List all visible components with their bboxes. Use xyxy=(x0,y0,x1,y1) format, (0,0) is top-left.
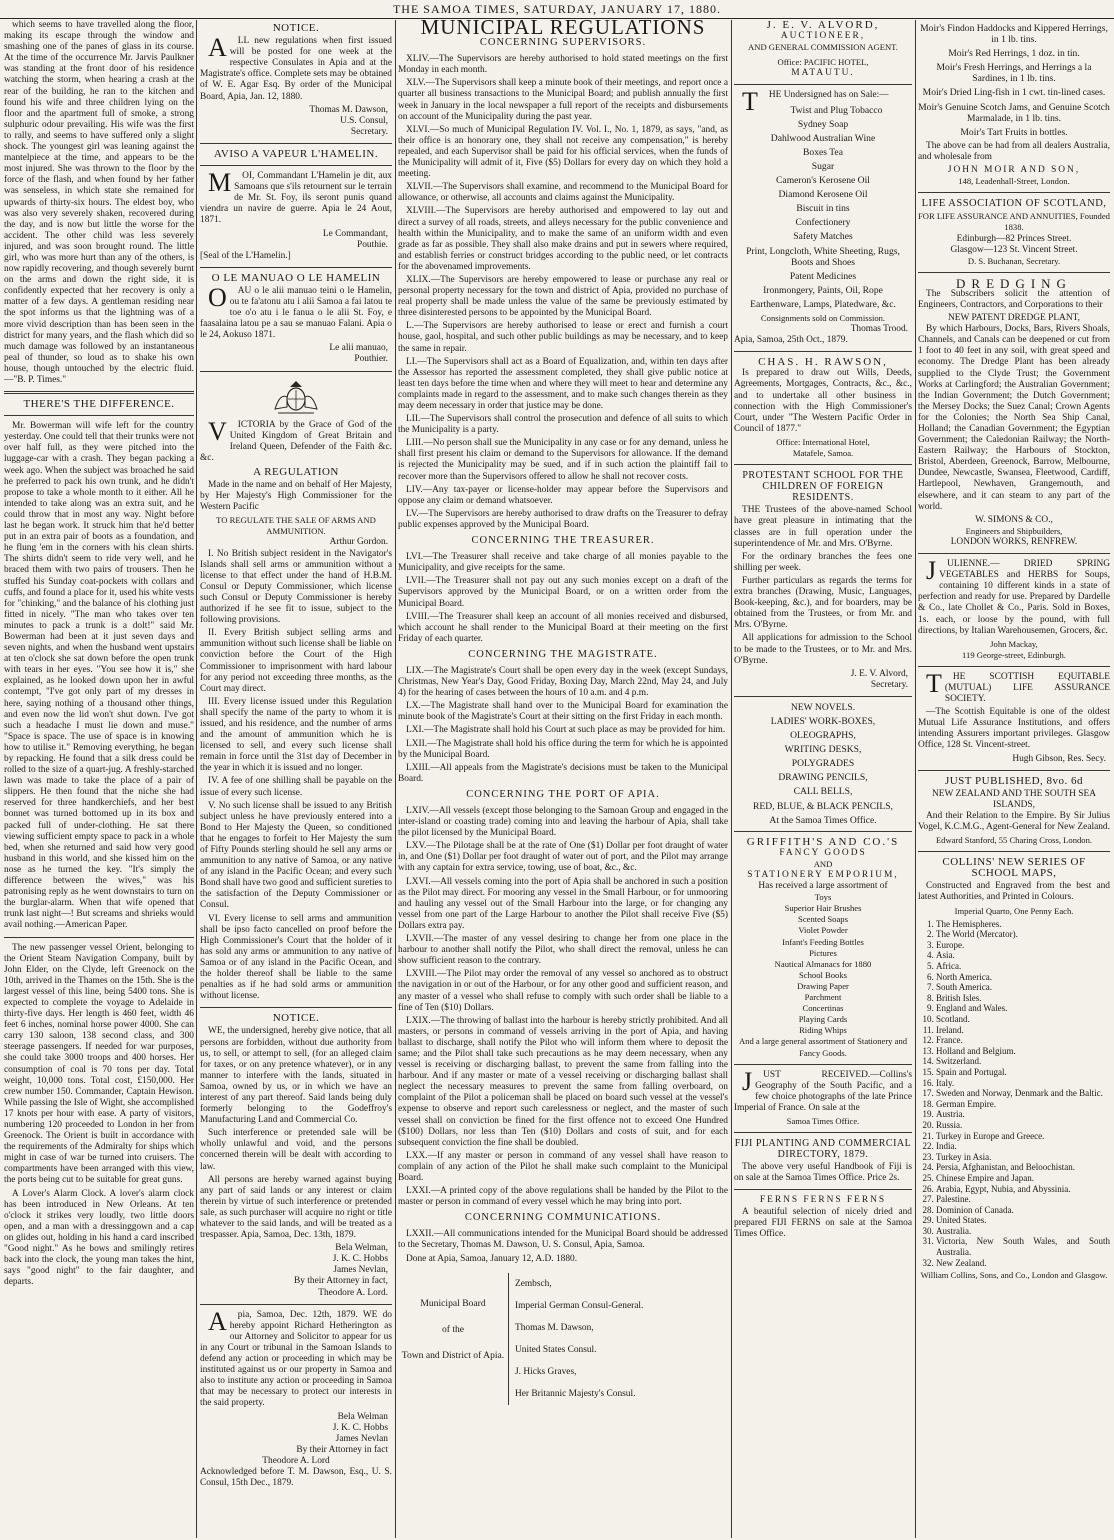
signature-line: J. K. C. Hobbs xyxy=(332,1422,388,1433)
signer-line: J. Hicks Graves, xyxy=(515,1366,577,1377)
divider xyxy=(200,267,392,268)
map-item: 31. Victoria, New South Wales, and South Australia. xyxy=(936,1236,1110,1257)
griffith-list xyxy=(734,892,912,1036)
manuao-title: O LE MANUAO O LE HAMELIN xyxy=(211,271,381,284)
alvord-name: J. E. V. ALVORD, xyxy=(766,20,880,31)
attorney-signatures xyxy=(200,1412,392,1456)
divider xyxy=(918,553,1110,554)
regulation-clause: XLIX.—The Supervisors are hereby empowered to lease or purchase any real or personal property necessary for the town and district of Apia, provided no purchase of real property shall be made unless the value of the same be previously estimated by three disinterested persons to be appointed by the Municipal Board. xyxy=(398,274,728,319)
notice-lands xyxy=(200,1026,392,1241)
signer-line: Thomas M. Dawson, xyxy=(515,1322,594,1333)
regulation-subtitle: TO REGULATE THE SALE OF ARMS AND AMMUNITION. xyxy=(216,515,376,537)
divider xyxy=(918,851,1110,852)
griffith-item: Pictures xyxy=(809,947,837,958)
column-rule xyxy=(395,20,396,1538)
dredging-title: DREDGING xyxy=(956,275,1072,291)
divider xyxy=(734,84,912,85)
section-title: CONCERNING COMMUNICATIONS. xyxy=(464,1212,662,1224)
column-1 xyxy=(4,20,194,1538)
life-title: LIFE ASSOCIATION OF SCOTLAND, xyxy=(921,198,1107,210)
alvord-role-2: AND GENERAL COMMISSION AGENT. xyxy=(748,42,898,53)
divider xyxy=(734,464,912,465)
regulation-clause: LV.—The Supervisors are hereby authorised to draw drafts on the Treasurer to defray public expenses approved by the Municipal Board. xyxy=(398,508,728,530)
map-item: 17. Sweden and Norway, Denmark and the Baltic. xyxy=(936,1088,1110,1099)
moir-item: Moir's Fresh Herrings, and Herrings a la Sardines, in 1 lb. tins. xyxy=(936,62,1092,85)
divider xyxy=(918,192,1110,193)
griffith-item: Superior Hair Brushes xyxy=(784,903,862,914)
moir-list xyxy=(918,23,1110,138)
divider xyxy=(734,1064,912,1065)
life-address: Edinburgh—82 Princes Street. xyxy=(956,233,1072,244)
supervisors-section xyxy=(398,54,728,531)
novels-item: At the Samoa Times Office. xyxy=(769,814,877,826)
section-title: CONCERNING THE MAGISTRATE. xyxy=(468,648,658,660)
lightning-story xyxy=(4,20,194,386)
griffith-subtitle: FANCY GOODS xyxy=(779,847,867,858)
sale-date: Apia, Samoa, 25th Oct., 1879. xyxy=(734,335,848,346)
equitable-title: THE SCOTTISH EQUITABLE (MUTUAL) LIFE ASSURANCE SOCIETY. xyxy=(926,668,1110,705)
signer-line: United States Consul. xyxy=(515,1344,597,1355)
collins-title: COLLINS' NEW SERIES OF SCHOOL MAPS, xyxy=(942,856,1086,880)
regulation-clause: LXV.—The Pilotage shall be at the rate of One ($1) Dollar per foot draught of water in, and One ($1) Dollar per foot draught of water out of port, and the Pilot may arrange with any captain for extra service, towing, use of boat, &c., &c. xyxy=(398,841,728,874)
avis-signature: Pouthie. xyxy=(357,239,388,250)
moir-item: Moir's Tart Fruits in bottles. xyxy=(960,126,1068,138)
sale-item: Safety Matches xyxy=(793,231,853,243)
griffith-item: Drawing Paper xyxy=(797,980,849,991)
divider xyxy=(734,696,912,697)
moir-dealers: The above can be had from all dealers Australia, and wholesale from xyxy=(918,140,1110,162)
paragraph: The new passenger vessel Orient, belonging to the Orient Steam Navigation Company, built by John Elder, on the Clyde, left Greenock on the 10th, arrived in the Thames on the 15th. She is the largest vessel of this line, being 5400 tons. She is expected to complete the voyage to Adelaide in thirty-five days. Her length is 460 feet, width 46 feet 6 inches, nominal horse power 4000. She can carry 130 saloon, 138 second class, and 300 steerage passengers. If needed for war purposes, she could take 3000 troops and 400 horses. Her consumption of coal is 70 tons per day. Total weight, 10,000 tons. Total cost, £150,000. Her crew number 150. Commander, Captain Hewison. While passing the Isle of Wight, she accomplished 17 knots per hour with ease. A party of visitors, numbering 120 proceeded to London in her from Greenock. The Orient is built in accordance with the requirements of the Admiralty for ships which might in case of war be turned into cruisers. The compartments have been arranged with this view, the ports being cut to be suitable for great guns. xyxy=(4,942,194,1186)
divider xyxy=(4,937,194,938)
rawson-town: Matafele, Samoa. xyxy=(792,448,854,458)
rawson-text: Is prepared to draw out Wills, Deeds, Agreements, Mortgages, Contracts, &c., &c., and to undertake all other business in connection with the High Commissioner's Court, under "The Western Pacific Order in Council of 1877." xyxy=(734,368,912,434)
sale-list xyxy=(734,105,912,310)
regulation-title: A REGULATION xyxy=(253,465,339,478)
notice-title: NOTICE. xyxy=(272,22,320,34)
regulation-clause: LI.—The Supervisors shall act as a Board of Equalization, and, within ten days after the Assessor has reported the assessment completed, they shall give public notice at least ten days before the time when and where they will meet to hear and determine any complaints made in regard to the assessment, and to make such changes therein as they may deem necessary in order that justice may be done. xyxy=(398,356,728,411)
collins-publisher: William Collins, Sons, and Co., London and Glasgow. xyxy=(920,1270,1108,1281)
novels-item: LADIES' WORK-BOXES, xyxy=(770,715,876,727)
ferns-text: A beautiful selection of nicely dried and prepared FIJI FERNS on sale at the Samoa Times Office. xyxy=(734,1206,912,1239)
map-item: 9. England and Wales. xyxy=(936,1003,1110,1014)
dredging-role: Engineers and Shipbuilders, xyxy=(965,525,1063,536)
moir-address: 148, Leadenhall-Street, London. xyxy=(958,176,1070,187)
page-title: MUNICIPAL REGULATIONS xyxy=(420,20,706,39)
regulation-signature: Arthur Gordon. xyxy=(329,537,388,548)
section-title: CONCERNING THE TREASURER. xyxy=(471,535,655,547)
novels-item: WRITING DESKS, xyxy=(784,744,862,756)
school-signature: Secretary. xyxy=(870,679,908,690)
novels-item: OLEOGRAPHS, xyxy=(790,730,856,742)
regulation-clause: XLVI.—So much of Municipal Regulation IV. Vol. I., No. 1, 1879, as says, "and, as their office is an honorary one, they shall not receive any compensation," is hereby repealed, and each Supervisor shall be paid for his official services, when the funds of the Municipality will admit of it, Five ($5) Dollars for every day on which they hold a meeting. xyxy=(398,124,728,180)
divider xyxy=(918,666,1110,667)
signer-line: Imperial German Consul-General. xyxy=(515,1300,644,1311)
treasurer-section xyxy=(398,552,728,645)
sale-item: Twist and Plug Tobacco xyxy=(790,104,883,116)
map-item: 28. Dominion of Canada. xyxy=(936,1205,1110,1216)
sale-item: Print, Longcloth, White Sheeting, Rugs, Boots and Shoes xyxy=(746,245,900,268)
map-item: 5. Africa. xyxy=(936,961,1110,972)
novels-list xyxy=(734,702,912,826)
notice-signature: U.S. Consul, xyxy=(340,115,388,126)
signature-line: J. K. C. Hobbs xyxy=(332,1254,388,1265)
map-item: 14. Switzerland. xyxy=(936,1056,1110,1067)
equitable-text: —The Scottish Equitable is one of the oldest Mutual Life Assurance Institutions, and offers intending Assurers important privileges. Glasgow Office, 128 St. Vincent-street. xyxy=(918,707,1110,751)
map-item: 4. Asia. xyxy=(936,950,1110,961)
griffith-item: Violet Powder xyxy=(798,925,848,936)
magistrate-section xyxy=(398,666,728,785)
map-item: 12. France. xyxy=(936,1035,1110,1046)
signers xyxy=(508,1273,643,1405)
sale-item: Biscuit in tins xyxy=(796,203,850,215)
signature-line: By their Attorney in fact xyxy=(296,1444,388,1455)
signer-line: Zembsch, xyxy=(515,1278,552,1289)
signature-line: Bela Welman xyxy=(337,1411,388,1422)
sale-item: Cameron's Kerosene Oil xyxy=(776,175,870,187)
regulation-clause: LVI.—The Treasurer shall receive and take charge of all monies payable to the Municipality, and give receipts for the same. xyxy=(398,552,728,574)
moir-item: Moir's Red Herrings, 1 doz. in tin. xyxy=(948,48,1080,60)
regulation-clause: LX.—The Magistrate shall hand over to the Municipal Board for examination the minute book of the Magistrate's Court at their sitting on the first Friday in each month. xyxy=(398,701,728,723)
signature-line: By their Attorney in fact, xyxy=(294,1276,388,1287)
fiji-text: The above very useful Handbook of Fiji is on sale at the Samoa Times Office. Price 2s. xyxy=(734,1162,912,1184)
divider xyxy=(734,831,912,832)
notice-signature: Thomas M. Dawson, xyxy=(309,104,388,115)
map-item: 20. Russia. xyxy=(936,1120,1110,1131)
published-title: JUST PUBLISHED, 8vo. 6d xyxy=(944,774,1084,787)
divider xyxy=(200,165,392,166)
signature-line: Bela Welman, xyxy=(335,1243,388,1254)
griffith-item: Nautical Almanacs for 1880 xyxy=(774,958,872,969)
dredging-head: NEW PATENT DREDGE PLANT, xyxy=(948,313,1080,324)
sale-item: Dahlwood Australian Wine xyxy=(770,132,876,144)
equitable-signature: Hugh Gibson, Res. Secy. xyxy=(1012,753,1106,764)
regulation-clause: IV. A fee of one shilling shall be payable on the issue of every such license. xyxy=(200,776,392,798)
notice-title: NOTICE. xyxy=(272,1012,320,1025)
regulation-clause: LXII.—The Magistrate shall hold his office during the term for which he is appointed by the Municipal Board. xyxy=(398,738,728,760)
manuao-signature: Le alii manuao, xyxy=(329,343,388,354)
signature-line: James Nevlan, xyxy=(333,1265,388,1276)
board-line: Municipal Board xyxy=(420,1297,486,1309)
sale-signature: Thomas Trood. xyxy=(850,324,908,335)
paragraph: For the ordinary branches the fees one shilling per week. xyxy=(734,551,912,573)
notice-signature: Secretary. xyxy=(350,126,388,137)
griffith-item: Infant's Feeding Bottles xyxy=(782,936,864,947)
manuao-signature: Pouthier. xyxy=(354,354,388,365)
sale-item: Earthenware, Lamps, Platedware, &c. xyxy=(750,298,896,310)
sale-item: Ironmongery, Paints, Oil, Rope xyxy=(763,284,883,296)
regulation-clause: LVII.—The Treasurer shall not pay out any such monies except on a draft of the Supervisors approved by the Municipal Board, or on a written order from the Municipal Board. xyxy=(398,576,728,609)
royal-crest-icon xyxy=(270,377,322,417)
paragraph: Such interference or pretended sale will be wholly unlawful and void, and the persons concerned therein will be dealt with according to law. xyxy=(200,1128,392,1172)
published-text: And their Relation to the Empire. By Sir Julius Vogel, K.C.M.G., Agent-General for New Zealand. xyxy=(918,810,1110,832)
map-item: 23. Turkey in Asia. xyxy=(936,1152,1110,1163)
column-5 xyxy=(918,20,1110,1538)
dredging-firm: W. SIMONS & CO., xyxy=(975,514,1053,525)
regulation-clause: LII.—The Supervisors shall control the prosecution and defence of all suits to which the Municipality is a party. xyxy=(398,414,728,436)
map-item: 29. United States. xyxy=(936,1215,1110,1226)
map-item: 24. Persia, Afghanistan, and Beloochistan. xyxy=(936,1162,1110,1173)
regulation-intro: Made in the name and on behalf of Her Majesty, by Her Majesty's High Commissioner for the Western Pacific xyxy=(200,480,392,513)
notice-text: ALL new regulations when first issued will be posted for one week at the respective Consulates in Apia and at the Magistrate's office. Complete sets may be obtained of W. E. Agar Esq. By order of the Municipal Board, Apia, Jan. 12, 1880. xyxy=(200,33,392,102)
communications-text: LXXII.—All communications intended for the Municipal Board should be addressed to the Secretary, Thomas M. Dawson, U. S. Consul, Apia, Samoa. xyxy=(398,1229,728,1251)
attorney-notice: Apia, Samoa, Dec. 12th, 1879. WE do hereby appoint Richard Hetherington as our Attorney and Solicitor to appear for us in any Court or tribunal in the Samoan Islands to defend any action or proceeding in which may be instituted against us or our property in Samoa and also to institute any action or proceeding in Samoa that may be necessary to protect our interests in the said property. xyxy=(200,1306,392,1409)
board-line: Town and District of Apia. xyxy=(401,1349,505,1361)
divider xyxy=(734,1132,912,1133)
map-item: 25. Chinese Empire and Japan. xyxy=(936,1173,1110,1184)
map-item: 15. Spain and Portugal. xyxy=(936,1067,1110,1078)
collins-map-list xyxy=(918,919,1110,1269)
alvord-role: AUCTIONEER, xyxy=(780,31,866,42)
orient-story xyxy=(4,943,194,1289)
school-signature: J. E. V. Alvord, xyxy=(850,668,908,679)
regulation-clause: II. Every British subject selling arms and ammunition without such license shall be liable on conviction before the Court of the High Commissioner to imprisonment with hard labour for any period not exceeding three months, as the Court may direct. xyxy=(200,628,392,694)
sale-item: Sydney Soap xyxy=(797,118,849,130)
regulation-clause: LXX.—If any master or person in command of any vessel shall have reason to complain of any action of the Pilot he shall make such complaint to the Municipal Board. xyxy=(398,1150,728,1183)
column-rule xyxy=(731,20,732,1538)
julienne-address: 119 George-street, Edinburgh. xyxy=(962,649,1066,660)
sale-item: Boxes Tea xyxy=(803,146,843,158)
regulation-clause: LIX.—The Magistrate's Court shall be open every day in the week (except Sundays, Christmas, New Year's Day, Good Friday, Boxing Day, March 22nd, May 24, and July 4) for the hearing of cases between the hours of 10 a.m. and 4 p.m. xyxy=(398,665,728,699)
novels-item: NEW NOVELS. xyxy=(790,701,856,713)
julienne-signature: John Mackay, xyxy=(990,638,1038,649)
map-item: 2. The World (Mercator). xyxy=(936,929,1110,940)
divider xyxy=(200,1304,392,1305)
paragraph: THE Trustees of the above-named School have great pleasure in intimating that the classes are in full operation under the superintendence of Mr. and Mrs. O'Byrne. xyxy=(734,505,912,549)
column-2 xyxy=(200,20,392,1538)
divider xyxy=(918,272,1110,273)
map-item: 19. Austria. xyxy=(936,1109,1110,1120)
masthead: THE SAMOA TIMES, SATURDAY, JANUARY 17, 1880. xyxy=(0,0,1114,19)
novels-item: POLYGRADES xyxy=(791,758,855,770)
griffith-title: GRIFFITH'S AND CO.'S xyxy=(746,835,900,848)
map-item: 1. The Hemispheres. xyxy=(936,919,1110,930)
moir-item: Moir's Dried Ling-fish in 1 cwt. tin-lined cases. xyxy=(922,87,1106,99)
map-item: 13. Holland and Belgium. xyxy=(936,1046,1110,1057)
moir-item: Moir's Genuine Scotch Jams, and Genuine Scotch Marmalade, in 1 lb. tins. xyxy=(918,101,1110,124)
griffith-item: Riding Whips xyxy=(799,1025,847,1036)
victoria-text: VICTORIA by the Grace of God of the United Kingdom of Great Britain and Ireland Queen, Defender of the Faith &c. &c. xyxy=(200,416,392,463)
divider xyxy=(918,770,1110,771)
sale-item: Sugar xyxy=(811,160,835,172)
map-item: 3. Europe. xyxy=(936,940,1110,951)
regulation-clause: LXI.—The Magistrate shall hold his Court at such place as may be provided for him. xyxy=(406,725,726,736)
griffith-item: Toys xyxy=(814,892,832,903)
griffith-item: Concertinas xyxy=(802,1003,844,1014)
received-office: Samoa Times Office. xyxy=(786,1115,860,1126)
avis-title: AVISO A VAPEUR L'HAMELIN. xyxy=(213,147,379,160)
attorney-lord: Theodore A. Lord xyxy=(262,1455,330,1466)
regulation-clause: I. No British subject resident in the Navigator's Islands shall sell arms or ammunition without a license to that effect under the hand of H.B.M. Consul or Deputy Commissioner, which license such Consul or Deputy Commissioner is hereby authorized if he see fit to issue, subject to the following provisions. xyxy=(200,548,392,626)
griffith-item: Scented Soaps xyxy=(798,914,848,925)
divider xyxy=(200,143,392,144)
map-item: 18. German Empire. xyxy=(936,1099,1110,1110)
column-3 xyxy=(398,20,728,1538)
griffith-and: AND xyxy=(813,858,833,869)
map-item: 22. India. xyxy=(936,1141,1110,1152)
sale-item: Confectionery xyxy=(795,217,851,229)
divider xyxy=(734,351,912,352)
divider xyxy=(4,415,194,416)
life-signature: D. S. Buchanan, Secretary. xyxy=(967,255,1061,266)
divider xyxy=(200,1007,392,1008)
regulation-clause: VI. Every license to sell arms and ammunition shall be ipso facto cancelled on proof before the High Commissioner's Court that the holder of it has sold any arms or ammunition to any native of Samoa or of any island in the Pacific Ocean, and the holder thereof shall be liable to the same penalties as if he had sold arms or ammunition without license. xyxy=(200,913,392,1002)
novels-item: DRAWING PENCILS, xyxy=(778,772,868,784)
regulation-clause: LXXI.—A printed copy of the above regulations shall be handed by the Pilot to the master or person in command of every vessel which he may bring into port. xyxy=(398,1186,728,1208)
sale-item: Patent Medicines xyxy=(789,270,857,282)
regulation-clauses xyxy=(200,549,392,1003)
received-text: JUST RECEIVED.—Collins's Geography of the South Pacific, and a few choice photographs of the late Prince Imperial of France. On sale at the xyxy=(734,1066,912,1113)
notice-signatures xyxy=(200,1243,392,1298)
column-rule xyxy=(915,20,916,1538)
board-name xyxy=(398,1273,508,1405)
dredging-text: By which Harbours, Docks, Bars, Rivers Shoals, Channels, and Canals can be deepened or cut from 1 foot to 40 feet in any soil, with great speed and economy. The Dredge Plant has been already supplied to the Clyde Trust; the Government Works at Carlingford; the Australian Government; the Indian Government; the Dutch Government; the Mersey Docks; the Suez Canal; Crown Agents for the Colonies; the North Sea Ship Canal, Holland; the Canadian Government; the Egyptian Government; the Caledonian Railway; the North-Eastern Railway; the Harbours of Stockton, Bristol, Aberdeen, Greenock, Barrow, Melbourne, Dundee, Newcastle, Swansea, Fleetwood, Cardiff, Hartlepool, Newhaven, Grangemouth, and elsewhere, and it can steam to any part of the world. xyxy=(918,324,1110,512)
moir-item: Moir's Findon Haddocks and Kippered Herrings, in 1 lb. tins. xyxy=(920,23,1108,46)
map-item: 6. North America. xyxy=(936,972,1110,983)
difference-title: THERE'S THE DIFFERENCE. xyxy=(23,398,175,411)
paragraph: Further particulars as regards the terms for extra branches (Drawing, Music, Languages, Book-keeping, &c.), and for boarders, may be obtained from the Trustees, or from Mr. and Mrs. O'Byrne. xyxy=(734,575,912,631)
avis-text: MOI, Commandant L'Hamelin je dit, aux Samoans que s'ils retournent sur le terrain de Mr. St. Foy, ils seront punis quand viendra un navire de guerre. Apia le 24 Aout, 1871. xyxy=(200,168,392,226)
map-item: 16. Italy. xyxy=(936,1078,1110,1089)
griffith-item: Parchment xyxy=(804,992,842,1003)
paragraph: A Lover's Alarm Clock. A lover's alarm clock has been introduced in New Orleans. At ten o'clock it strikes very loudly, two little doors open, and a man with a dressinggown and a cap on glides out, holding in his hand a card inscribed "Good night." As he bows and smilingly retires back into the clock, the young man takes the hint, says "good night" to the fair daughter, and departs. xyxy=(4,1188,194,1288)
novels-item: RED, BLUE, & BLACK PENCILS, xyxy=(753,800,893,812)
regulation-clause: XLIV.—The Supervisors are hereby authorised to hold stated meetings on the first Monday in each month. xyxy=(398,54,728,76)
rawson-name: CHAS. H. RAWSON, xyxy=(758,356,888,369)
section-title: CONCERNING THE PORT OF APIA. xyxy=(466,788,660,800)
avis-signature: Le Commandant, xyxy=(322,228,388,239)
map-item: 27. Palestine. xyxy=(936,1194,1110,1205)
life-subtitle: FOR LIFE ASSURANCE AND ANNUITIES, Founded 1838. xyxy=(918,211,1110,233)
griffith-item: School Books xyxy=(799,969,847,980)
alvord-office: Office: PACIFIC HOTEL, xyxy=(777,57,869,68)
board-line: of the xyxy=(441,1323,465,1335)
paragraph: All persons are hereby warned against buying any part of said lands or any interest or claim therein by virtue of such interference or pretended sale, as such purchaser will acquire no right or title whatever to the said lands, and will be treated as a trespasser. Apia, Samoa, Dec. 13th, 1879. xyxy=(200,1174,392,1241)
map-item: 7. South America. xyxy=(936,982,1110,993)
done-line: Done at Apia, Samoa, January 12, A.D. 1880. xyxy=(406,1253,578,1264)
signature-line: Theodore A. Lord. xyxy=(318,1287,388,1298)
signature-block xyxy=(398,1273,728,1405)
griffith-emporium: STATIONERY EMPORIUM, xyxy=(747,870,899,880)
griffith-intro: Has received a large assortment of xyxy=(758,881,888,892)
dredging-intro: The Subscribers solicit the attention of Engineers, Contractors, and Corporations to their xyxy=(918,288,1110,310)
map-item: 8. British Isles. xyxy=(936,993,1110,1004)
ferns-title: FERNS FERNS FERNS xyxy=(759,1195,887,1206)
regulation-clause: XLVIII.—The Supervisors are hereby authorised and empowered to lay out and direct a survey of all roads, streets, and alleys necessary for the public convenience and health within the Municipality, and to make the same of an uniform width and even grade as far as possible. They shall also make drains and put in sewers where required, and establish ferries or construct bridges according to the public need, or let contracts for the abovenamed improvements. xyxy=(398,206,728,272)
divider xyxy=(734,1189,912,1190)
paragraph: WE, the undersigned, hereby give notice, that all persons are forbidden, without due authority from us, to sell, or attempt to sell, (for an alleged claim for taxes, or on any pretence whatever), or in any manner to interfere with the lands, situated in Samoa, owned by us, or in which we have an interest of any part thereof. Said lands being duly formerly belonging to the Godeffroy's Manufacturing Land and Commercial Co. xyxy=(200,1026,392,1126)
difference-story xyxy=(4,421,194,931)
regulation-clause: LXIX.—The throwing of ballast into the harbour is hereby strictly prohibited. And all masters, or persons in command of vessels arriving in the port of Apia, and having ballast to discharge, shall notify the Pilot who will inform them where to deposit the same; and the Pilot shall take such precautions as he may deem necessary, when any vessel is receiving or discharging ballast, to prevent the same from falling into the harbour. And if any master or mate of a vessel receiving or discharging ballast shall neglect the necessary measures to prevent the same from falling overboard, on complaint of the Pilot a policeman shall be placed on board such vessel at the vessel's expense to observe and report such carelessness or neglect, and the master of such vessel shall on conviction be fined for the first offence not to exceed One Hundred ($100) Dollars, nor less than Ten ($10) Dollars and costs of suit, and for each subsequent conviction the fine shall be doubled. xyxy=(398,1015,728,1148)
avis-seal: [Seal of the L'Hamelin.] xyxy=(200,250,291,261)
map-item: 10. Scotland. xyxy=(936,1014,1110,1025)
novels-item: CALL BELLS, xyxy=(793,786,853,798)
divider xyxy=(200,371,392,372)
rawson-office: Office: International Hotel, xyxy=(776,436,870,447)
published-head: NEW ZEALAND AND THE SOUTH SEA ISLANDS, xyxy=(932,788,1096,810)
column-4 xyxy=(734,20,912,1538)
map-item: 21. Turkey in Europe and Greece. xyxy=(936,1131,1110,1142)
section-title: CONCERNING SUPERVISORS. xyxy=(479,37,647,49)
manuao-text: OAU o le alii manuao teini o le Hamelin, ou te fa'atonu atu i alii Samoa a fai latou te toe o'o atu i le fanua o le alii St. Foy, e faasalaina latou pe a sau se manuao Falani. Apia o le 24, Aokuso 1871. xyxy=(200,282,392,341)
life-address: Glasgow—123 St. Vincent Street. xyxy=(950,244,1078,255)
regulation-clause: III. Every license issued under this Regulation shall specify the name of the party to whom it is issued, and his residence, and the number of arms and the amount of ammunition which he is licensed to sell, and every such license shall remain in force until the 31st day of December in the year in which it is issued and no longer. xyxy=(200,696,392,774)
regulation-clause: XLV.—The Supervisors shall keep a minute book of their meetings, and report once a quarter all business transactions to the Municipal Board; and publish annually the first week in January in the local newspaper a full report of the receipts and disbursements on account of the Municipality during the past year. xyxy=(398,78,728,122)
griffith-item: Playing Cards xyxy=(798,1014,848,1025)
column-rule xyxy=(196,20,197,1538)
paragraph: which seems to have travelled along the floor, making its escape through the window and smashing one of the panes of glass in its course. At the time of the occurrence Mr. Jarvis Paulkner was standing at the front door of his residence watching the storm, when hearing a crash at the rear of the building, he ran to the kitchen and found his wife and three children lying on the floor and the apartment full of smoke, a strong sulphuric odour prevailing. His wife was the first to rally, and seems to have suffered only a slight shock. The youngest girl was leaning against the mantelpiece at the time, and appears to be the most injured. She was thrown to the floor by the force of the flash, and when found by her father was senseless, in which state she remained for upwards of thirty-six hours. The eldest boy, who was also very severely shaken, recovered during the day, and is now but little the worse for the accident. The other child was less severely injured, and was soon brought round. The little girl, who was more hurt than any of the others, is now rapidly recovering, and though severely burnt on the arms and down the right side, it is confidently expected that her recovery is only a matter of a few days. A gentleman residing near the spot informs us that the lightning was of a more vivid description than has been seen in the district for many years, and the flash which did so much damage was followed by an instantaneous peal of thunder, so loud as to shake his own house, though untouched by the electric fluid.—"B. P. Times." xyxy=(4,20,194,385)
julienne-text: JULIENNE.— DRIED SPRING VEGETABLES and HERBS for Soups, containing 10 different kinds in a state of perfection and ready for use. Prepared by Dardelle & Co., late Chollet & Co., Paris. Sold in Boxes, 1s. each, or loose by the pound, with full directions, by Italian Warehousemen, Grocers, &c. xyxy=(918,556,1110,636)
regulation-clause: LXVI.—All vessels coming into the port of Apia shall be anchored in such a position as the Pilot may direct. For mooring any vessel in the Small Harbour, or for unmooring and hauling any vessel out of the Small Harbour into the large, or for changing any vessel from one part of the Large Harbour to another the Pilot shall receive Five ($5) Dollars extra pay. xyxy=(398,876,728,931)
school-notice xyxy=(734,505,912,666)
regulation-clause: LXIII.—All appeals from the Magistrate's decisions must be taken to the Municipal Board. xyxy=(398,762,728,784)
sale-item: Diamond Kerosene Oil xyxy=(778,189,868,201)
attorney-acknowledgement: Acknowledged before T. M. Dawson, Esq., U. S. Consul, 15th Dec., 1879. xyxy=(200,1466,392,1489)
paragraph: Mr. Bowerman will wife left for the country yesterday. One could tell that their trunks were not over half full, as they were pitched into the luggage-car with a crash. They began packing a week ago. When the subject was broached he said he preferred to pack his own trunk, and he didn't propose to take a whole month to it either. All he intended to take along was an extra suit, and he could throw that in most any way. Night before last he began work. It struck him that he'd better put in an extra pair of boots as a foundation, and he flung 'em in the corners with his clean shirts. The shirts didn't seem to ride very well, and he braced them with two pairs of trousers. Then he stuffed his Sunday coat-pockets with collars and cuffs, and found a place for it, used his white vests for "chinking," and the balance of his clothing just fitted in nicely. "The man who takes over ten minutes to pack a trunk is a dolt!" said Mr. Bowerman had been at it just seven days and seven nights, and when the husband went upstairs at ten o'clock she sat down before the open trunk with tears in her eyes. "You see how it is," she explained, as he looked down upon her in awful contempt, "I've got only part of my dresses in here, saying nothing of a thousand other things, and even now the lid won't shut down. I've got such a headache I must lie down and muse." "Space is space. The use of space is in knowing how to utilise it." Removing everything, he began by repacking. He found that a silk dress could be rolled to the size of a quart-jug. A freshly-starched lawn was made to take the place of a pair of slippers. He then found that the niche she had reserved for three handkerchiefs, and her best bonnet was turned bottomed up in its box and packed full of under-clothing. He sat there viewing sufficient empty space to pack in a whole bed, when she returned and said how very good husband in this world, and she kissed him on the nose as he turned the key. "It's simply the difference between the wives," was his patronising reply as he went downstairs to turn on the burglar-alarm. When that wife opened that trunk last night—! But screams and shrieks would avail nothing.—American Paper. xyxy=(4,421,194,931)
regulation-clause: LIII.—No person shall sue the Municipality in any case or for any demand, unless he shall first present his claim or demand to the Supervisors for allowance. If the demand is rejected the Municipality may be sued, and if in such action the plaintiff fail to recover more than the Supervisors offered to allow he shall not recover costs. xyxy=(398,438,728,482)
port-section xyxy=(398,806,728,1208)
regulation-clause: L.—The Supervisors are hereby authorised to lease or erect and furnish a court house, gaol, hospital, and such other public buildings as may be necessary, and to keep the same in repair. xyxy=(398,321,728,354)
map-item: 26. Arabia, Egypt, Nubia, and Abyssinia. xyxy=(936,1184,1110,1195)
moir-firm: JOHN MOIR AND SON, xyxy=(947,165,1081,176)
signer-line: Her Britannic Majesty's Consul. xyxy=(515,1388,636,1399)
regulation-clause: V. No such license shall be issued to any British subject unless he have previously entered into a Bond to Her Majesty the Queen, so conditioned that he engages to forfeit to Her Majesty the sum of Fifty Pounds sterling should he sell any arms or ammunition to any native of Samoa, or any native of any island in the Pacific Ocean; and every such Bond shall have two good and sufficient sureties to the satisfaction of the Deputy Commissioner or Consul. xyxy=(200,800,392,911)
divider xyxy=(4,391,194,394)
map-item: 30. Australia. xyxy=(936,1226,1110,1237)
regulation-clause: LXIV.—All vessels (except those belonging to the Samoan Group and engaged in the inter-island or coasting trade) coming into and leaving the harbour of Apia, shall take the pilot licensed by the Municipal Board. xyxy=(398,806,728,839)
regulation-clause: LXVIII.—The Pilot may order the removal of any vessel so anchored as to obstruct the navigation in or out of the Harbour, or for any other good and sufficient reason, and any master of a vessel who shall refuse to comply with such order shall be liable to a fine of Ten ($10) Dollars. xyxy=(398,969,728,1013)
published-signature: Edward Stanford, 55 Charing Cross, London. xyxy=(935,835,1093,846)
paragraph: All applications for admission to the School to be made to the Trustees, or to Mr. and Mrs. O'Byrne. xyxy=(734,633,912,666)
regulation-clause: LVIII.—The Treasurer shall keep an account of all monies received and disbursed, which account he shall render to the Municipal Board at their meeting on the first Friday of each quarter. xyxy=(398,611,728,644)
dredging-address: LONDON WORKS, RENFREW. xyxy=(950,536,1078,547)
signature-line: James Nevlan xyxy=(335,1433,388,1444)
regulation-clause: LXVII.—The master of any vessel desiring to change her from one place in the harbour to another shall notify the Pilot, who shall direct the removal, unless he can show sufficient reason to the contrary. xyxy=(398,934,728,967)
regulation-clause: LIV.—Any tax-payer or license-holder may appear before the Supervisors and oppose any claim or demand whatsoever. xyxy=(398,484,728,506)
school-title: PROTESTANT SCHOOL FOR THE CHILDREN OF FOREIGN RESIDENTS. xyxy=(742,470,904,504)
sale-consign: Consignments sold on Commission. xyxy=(760,312,886,323)
alvord-town: MATAUTU. xyxy=(791,68,855,79)
collins-subtitle: Imperial Quarto, One Penny Each. xyxy=(954,905,1074,916)
fiji-title: FIJI PLANTING AND COMMERCIAL DIRECTORY, 1879. xyxy=(734,1138,912,1161)
map-item: 11. Ireland. xyxy=(936,1025,1110,1036)
regulation-clause: XLVII.—The Supervisors shall examine, and recommend to the Municipal Board for allowance, or otherwise, all accounts and claims against the Municipality. xyxy=(398,182,728,204)
map-item: 32. New Zealand. xyxy=(936,1258,1110,1269)
griffith-end: And a large general assortment of Stationery and Fancy Goods. xyxy=(738,1036,908,1058)
sale-intro: THE Undersigned has on Sale:— xyxy=(742,87,889,117)
collins-text: Constructed and Engraved from the best and latest Authorities, and Printed in Colours. xyxy=(918,881,1110,903)
